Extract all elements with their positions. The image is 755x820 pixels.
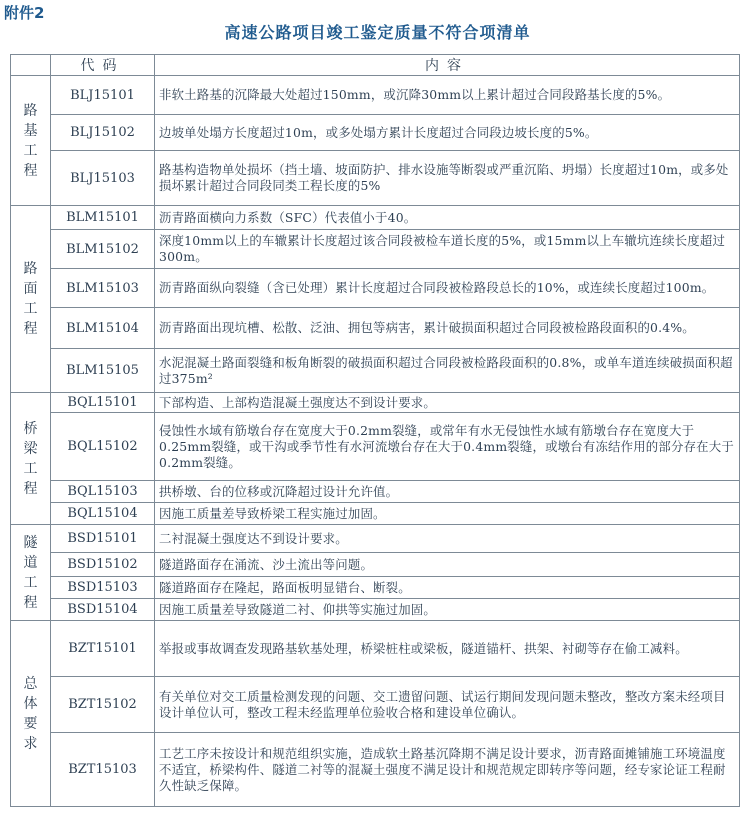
nonconformity-table: [10, 54, 740, 807]
table-row: [11, 599, 740, 621]
row-content: 沥青路面横向力系数（SFC）代表值小于40。: [155, 206, 740, 230]
row-code: BLM15101: [51, 206, 155, 230]
table-row: [11, 733, 740, 807]
row-content: 水泥混凝土路面裂缝和板角断裂的破损面积超过合同段被检路段面积的0.8%，或单车道连续破损面积超过375m²: [155, 349, 740, 393]
row-code: BSD15103: [51, 577, 155, 599]
table-row: [11, 230, 740, 269]
row-code: BSD15101: [51, 525, 155, 553]
table-row: [11, 677, 740, 733]
row-code: BLJ15102: [51, 115, 155, 151]
row-content: 深度10mm以上的车辙累计长度超过该合同段被检车道长度的5%，或15mm以上车辙坑连续长度超过300m。: [155, 230, 740, 269]
group-label-subgrade: [11, 76, 51, 206]
row-content: 非软土路基的沉降最大处超过150mm，或沉降30mm以上累计超过合同段路基长度的5%。: [155, 76, 740, 115]
group-name: 桥梁工程: [23, 420, 38, 497]
row-content: 隧道路面存在涌流、沙土流出等问题。: [155, 553, 740, 577]
row-content: 举报或事故调查发现路基软基处理，桥梁桩柱或梁板，隧道锚杆、拱架、衬砌等存在偷工减料。: [155, 621, 740, 677]
table-row: [11, 151, 740, 206]
group-label-pavement: [11, 206, 51, 393]
row-content: 边坡单处塌方长度超过10m，或多处塌方累计长度超过合同段边坡长度的5%。: [155, 115, 740, 151]
row-code: BQL15102: [51, 413, 155, 481]
row-code: BQL15101: [51, 393, 155, 413]
row-code: BLM15104: [51, 308, 155, 349]
table-row: [11, 553, 740, 577]
table-row: [11, 577, 740, 599]
group-name: 总体要求: [23, 675, 38, 752]
row-code: BZT15103: [51, 733, 155, 807]
header-code: 代码: [51, 55, 155, 76]
row-content: 隧道路面存在隆起，路面板明显错台、断裂。: [155, 577, 740, 599]
table-row: [11, 308, 740, 349]
row-code: BLJ15101: [51, 76, 155, 115]
row-content: 侵蚀性水域有筋墩台存在宽度大于0.2mm裂缝，或常年有水无侵蚀性水域有筋墩台存在宽度大于0.25mm裂缝，或干沟或季节性有水河流墩台存在大于0.4mm裂缝，或墩台有冻结作用的部分存在大于0.2mm裂缝。: [155, 413, 740, 481]
table-row: [11, 115, 740, 151]
document-title: 高速公路项目竣工鉴定质量不符合项清单: [224, 23, 531, 42]
row-content: 因施工质量差导致桥梁工程实施过加固。: [155, 503, 740, 525]
table-row: [11, 349, 740, 393]
table-row: [11, 269, 740, 308]
row-code: BZT15102: [51, 677, 155, 733]
row-code: BLM15105: [51, 349, 155, 393]
group-name: 隧道工程: [23, 534, 38, 611]
row-code: BQL15103: [51, 481, 155, 503]
row-code: BSD15102: [51, 553, 155, 577]
table-header-row: [11, 55, 740, 76]
table-row: [11, 525, 740, 553]
row-code: BLM15103: [51, 269, 155, 308]
group-name: 路面工程: [23, 261, 38, 337]
table-row: [11, 413, 740, 481]
row-code: BSD15104: [51, 599, 155, 621]
table-row: [11, 621, 740, 677]
row-content: 因施工质量差导致隧道二衬、仰拱等实施过加固。: [155, 599, 740, 621]
table-row: [11, 481, 740, 503]
row-code: BLM15102: [51, 230, 155, 269]
group-label-tunnel: [11, 525, 51, 621]
header-group-cell: [11, 55, 51, 76]
table-row: [11, 76, 740, 115]
row-content: 工艺工序未按设计和规范组织实施，造成软土路基沉降期不满足设计要求，沥青路面摊铺施工环境温度不适宜，桥梁构件、隧道二衬等的混凝土强度不满足设计和规范规定即转序等问题，经专家论证工程耐久性缺乏保障。: [155, 733, 740, 807]
row-code: BLJ15103: [51, 151, 155, 206]
row-content: 沥青路面纵向裂缝（含已处理）累计长度超过合同段被检路段总长的10%，或连续长度超过100m。: [155, 269, 740, 308]
row-content: 沥青路面出现坑槽、松散、泛油、拥包等病害，累计破损面积超过合同段被检路段面积的0.4%。: [155, 308, 740, 349]
header-content: 内容: [155, 55, 740, 76]
table-row: [11, 393, 740, 413]
attachment-label: 附件2: [4, 4, 45, 22]
row-code: BZT15101: [51, 621, 155, 677]
row-content: 路基构造物单处损坏（挡土墙、坡面防护、排水设施等断裂或严重沉陷、坍塌）长度超过10m，或多处损坏累计超过合同段同类工程长度的5%: [155, 151, 740, 206]
group-label-bridge: [11, 393, 51, 525]
table-row: [11, 206, 740, 230]
row-content: 有关单位对交工质量检测发现的问题、交工遗留问题、试运行期间发现问题未整改，整改方案未经项目设计单位认可，整改工程未经监理单位验收合格和建设单位确认。: [155, 677, 740, 733]
group-name: 路基工程: [23, 102, 38, 179]
row-code: BQL15104: [51, 503, 155, 525]
table-body: [11, 76, 740, 807]
row-content: 二衬混凝土强度达不到设计要求。: [155, 525, 740, 553]
row-content: 下部构造、上部构造混凝土强度达不到设计要求。: [155, 393, 740, 413]
group-label-overall: [11, 621, 51, 807]
table-row: [11, 503, 740, 525]
row-content: 拱桥墩、台的位移或沉降超过设计允许值。: [155, 481, 740, 503]
